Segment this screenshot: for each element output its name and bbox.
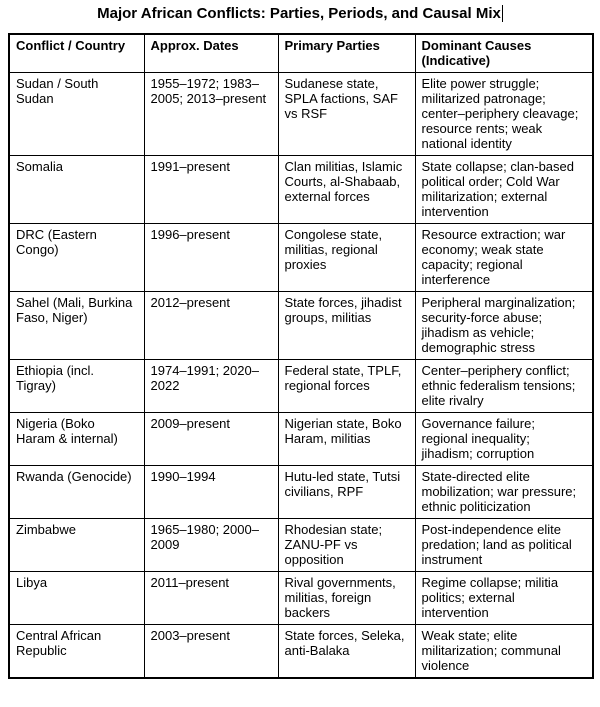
- cell-causes[interactable]: Center–periphery conflict; ethnic federalism tensions; elite rivalry: [415, 360, 593, 413]
- cell-parties[interactable]: Federal state, TPLF, regional forces: [278, 360, 415, 413]
- cell-parties[interactable]: Congolese state, militias, regional proxies: [278, 224, 415, 292]
- text-caret: [502, 5, 503, 22]
- cell-dates[interactable]: 2009–present: [144, 413, 278, 466]
- cell-dates[interactable]: 2011–present: [144, 572, 278, 625]
- cell-parties[interactable]: Hutu-led state, Tutsi civilians, RPF: [278, 466, 415, 519]
- cell-country[interactable]: DRC (Eastern Congo): [9, 224, 144, 292]
- cell-country[interactable]: Sudan / South Sudan: [9, 73, 144, 156]
- cell-causes[interactable]: State collapse; clan-based political order; Cold War militarization; external intervention: [415, 156, 593, 224]
- cell-country[interactable]: Nigeria (Boko Haram & internal): [9, 413, 144, 466]
- cell-parties[interactable]: Sudanese state, SPLA factions, SAF vs RSF: [278, 73, 415, 156]
- header-cell-approx-dates[interactable]: Approx. Dates: [144, 34, 278, 73]
- cell-parties[interactable]: Rhodesian state; ZANU-PF vs opposition: [278, 519, 415, 572]
- table-row: [9, 466, 593, 519]
- cell-country[interactable]: Central African Republic: [9, 625, 144, 679]
- cell-causes[interactable]: Elite power struggle; militarized patronage; center–periphery cleavage; resource rents; weak national identity: [415, 73, 593, 156]
- cell-dates[interactable]: 2012–present: [144, 292, 278, 360]
- cell-country[interactable]: Ethiopia (incl. Tigray): [9, 360, 144, 413]
- table-row: [9, 73, 593, 156]
- table-row: [9, 625, 593, 679]
- cell-dates[interactable]: 1996–present: [144, 224, 278, 292]
- table-row: [9, 224, 593, 292]
- conflicts-table: [8, 33, 594, 679]
- cell-dates[interactable]: 1965–1980; 2000–2009: [144, 519, 278, 572]
- table-header-row: [9, 34, 593, 73]
- header-cell-conflict-country[interactable]: Conflict / Country: [9, 34, 144, 73]
- cell-dates[interactable]: 1991–present: [144, 156, 278, 224]
- cell-causes[interactable]: Post-independence elite predation; land as political instrument: [415, 519, 593, 572]
- table-row: [9, 360, 593, 413]
- cell-causes[interactable]: State-directed elite mobilization; war pressure; ethnic politicization: [415, 466, 593, 519]
- table-row: [9, 519, 593, 572]
- header-cell-primary-parties[interactable]: Primary Parties: [278, 34, 415, 73]
- document-title-text: Major African Conflicts: Parties, Periods, and Causal Mix: [97, 5, 501, 22]
- cell-causes[interactable]: Peripheral marginalization; security-force abuse; jihadism as vehicle; demographic stress: [415, 292, 593, 360]
- cell-causes[interactable]: Regime collapse; militia politics; external intervention: [415, 572, 593, 625]
- cell-dates[interactable]: 1990–1994: [144, 466, 278, 519]
- cell-country[interactable]: Rwanda (Genocide): [9, 466, 144, 519]
- cell-country[interactable]: Sahel (Mali, Burkina Faso, Niger): [9, 292, 144, 360]
- header-cell-dominant-causes[interactable]: Dominant Causes (Indicative): [415, 34, 593, 73]
- cell-parties[interactable]: Nigerian state, Boko Haram, militias: [278, 413, 415, 466]
- cell-dates[interactable]: 1955–1972; 1983–2005; 2013–present: [144, 73, 278, 156]
- cell-parties[interactable]: Rival governments, militias, foreign backers: [278, 572, 415, 625]
- cell-country[interactable]: Somalia: [9, 156, 144, 224]
- table-row: [9, 572, 593, 625]
- cell-parties[interactable]: Clan militias, Islamic Courts, al-Shabaab, external forces: [278, 156, 415, 224]
- cell-dates[interactable]: 1974–1991; 2020–2022: [144, 360, 278, 413]
- cell-dates[interactable]: 2003–present: [144, 625, 278, 679]
- cell-causes[interactable]: Governance failure; regional inequality; jihadism; corruption: [415, 413, 593, 466]
- cell-causes[interactable]: Weak state; elite militarization; communal violence: [415, 625, 593, 679]
- cell-parties[interactable]: State forces, Seleka, anti-Balaka: [278, 625, 415, 679]
- table-row: [9, 292, 593, 360]
- table-row: [9, 156, 593, 224]
- cell-country[interactable]: Libya: [9, 572, 144, 625]
- cell-parties[interactable]: State forces, jihadist groups, militias: [278, 292, 415, 360]
- document-title[interactable]: [8, 4, 592, 33]
- table-row: [9, 413, 593, 466]
- cell-causes[interactable]: Resource extraction; war economy; weak state capacity; regional interference: [415, 224, 593, 292]
- cell-country[interactable]: Zimbabwe: [9, 519, 144, 572]
